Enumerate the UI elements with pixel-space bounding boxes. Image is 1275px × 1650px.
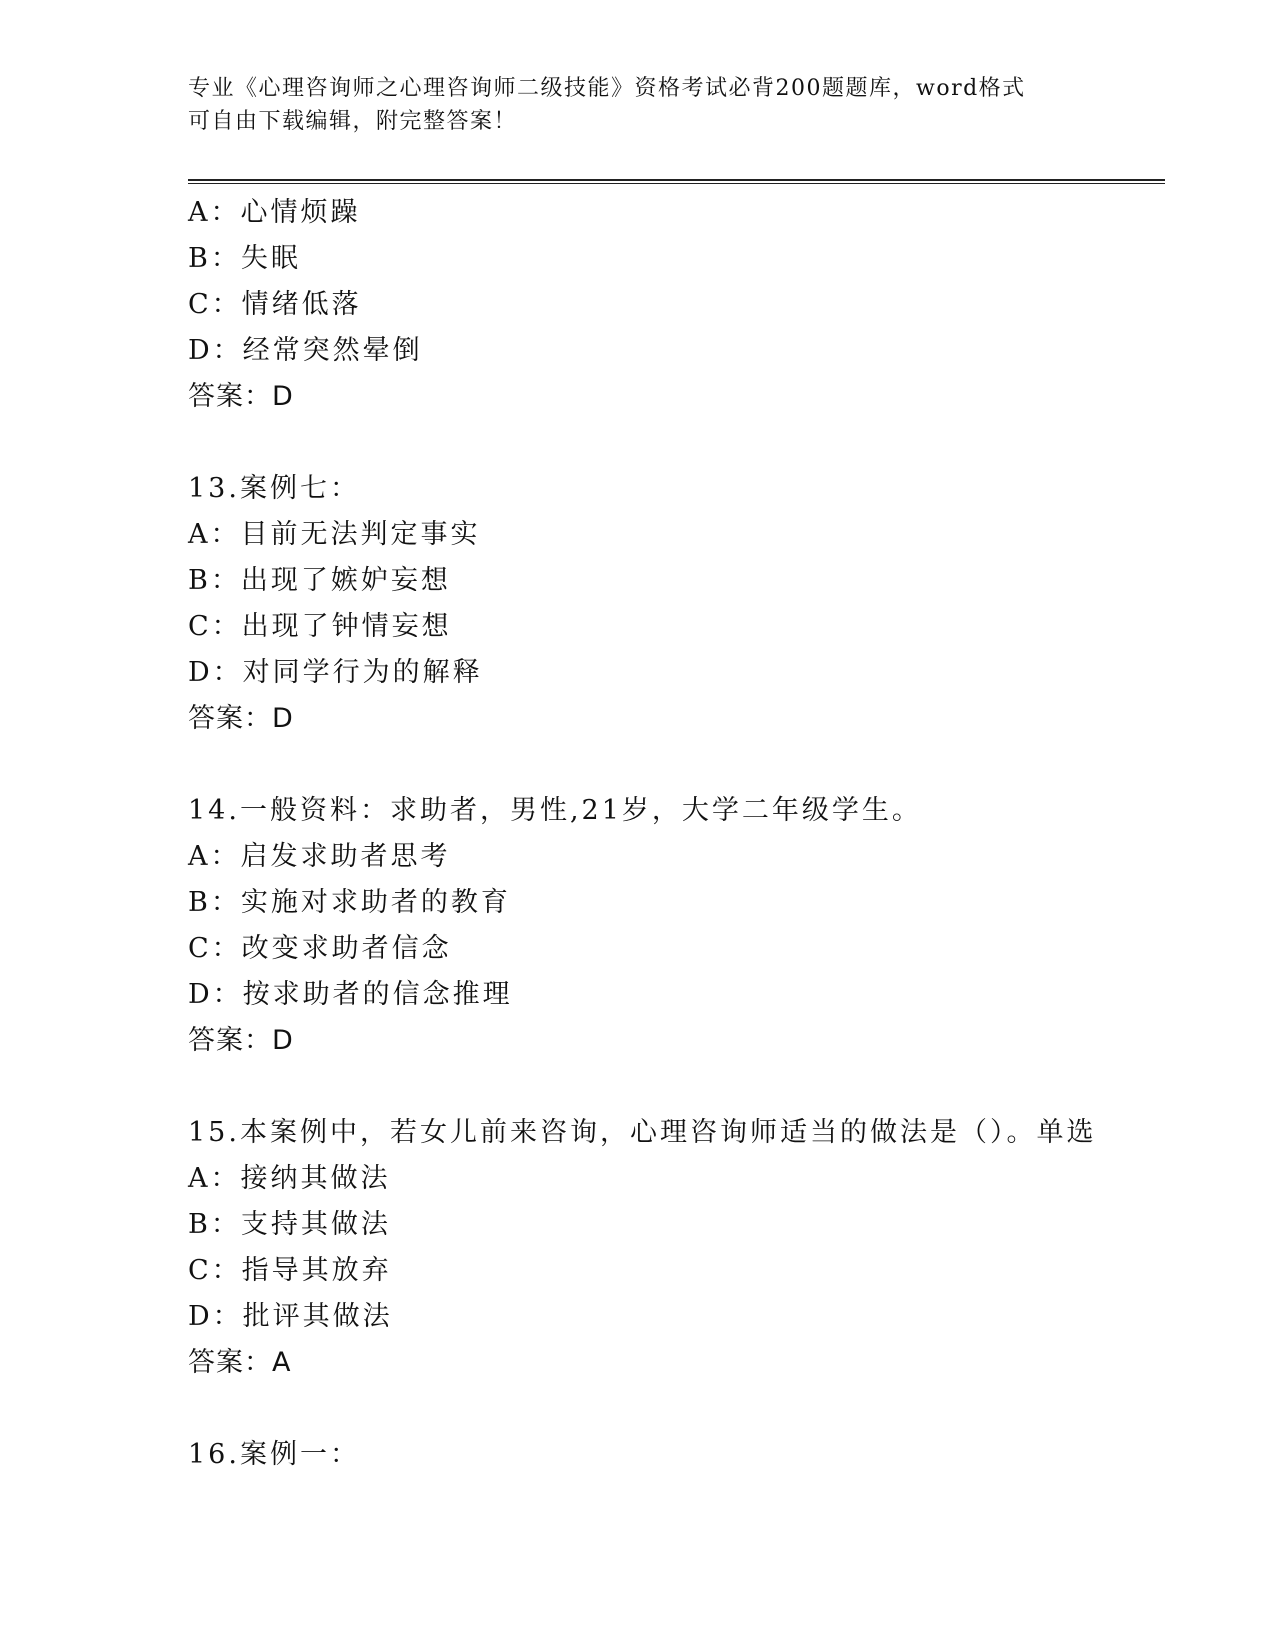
question-title: 13.案例七： [188, 473, 360, 504]
question-title: 15.本案例中，若女儿前来咨询，心理咨询师适当的做法是（）。单选 [188, 1117, 1097, 1148]
question-block [188, 190, 1165, 420]
option-a: A：心情烦躁 [188, 197, 361, 228]
option-d: D：批评其做法 [188, 1301, 393, 1332]
question-title: 14.一般资料：求助者，男性,21岁，大学二年级学生。 [188, 795, 922, 826]
answer-line: 答案：A [188, 1347, 292, 1378]
option-c: C：改变求助者信念 [188, 933, 452, 964]
question-block [188, 1110, 1165, 1386]
question-block [188, 466, 1165, 742]
answer-line: 答案：D [188, 381, 294, 412]
option-a: A：目前无法判定事实 [188, 519, 481, 550]
header-divider [188, 179, 1165, 184]
option-d: D：按求助者的信念推理 [188, 979, 513, 1010]
question-title: 16.案例一： [188, 1439, 360, 1470]
question-block [188, 1432, 1165, 1478]
document-header [188, 72, 1088, 138]
answer-line: 答案：D [188, 703, 294, 734]
option-a: A：启发求助者思考 [188, 841, 451, 872]
option-b: B：出现了嫉妒妄想 [188, 565, 451, 596]
option-a: A：接纳其做法 [188, 1163, 391, 1194]
option-c: C：出现了钟情妄想 [188, 611, 452, 642]
option-d: D：经常突然晕倒 [188, 335, 423, 366]
option-b: B：实施对求助者的教育 [188, 887, 511, 918]
question-block [188, 788, 1165, 1064]
header-line-2: 可自由下载编辑，附完整答案！ [188, 109, 518, 134]
header-line-1: 专业《心理咨询师之心理咨询师二级技能》资格考试必背200题题库，word格式 [188, 76, 1026, 101]
answer-line: 答案：D [188, 1025, 294, 1056]
option-b: B：支持其做法 [188, 1209, 391, 1240]
option-c: C：情绪低落 [188, 289, 362, 320]
option-b: B：失眠 [188, 243, 301, 274]
option-c: C：指导其放弃 [188, 1255, 392, 1286]
option-d: D：对同学行为的解释 [188, 657, 483, 688]
question-list [188, 190, 1165, 1478]
